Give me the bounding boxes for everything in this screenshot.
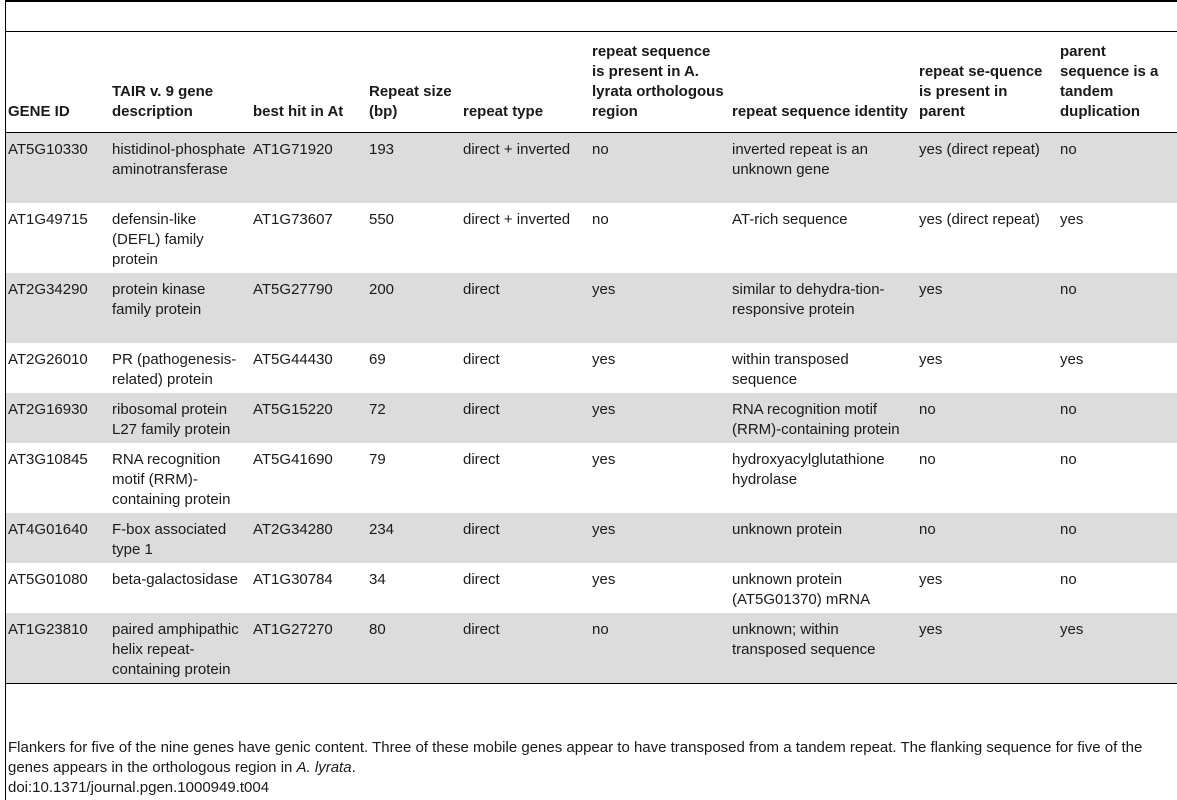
footnote-species: A. lyrata [296, 759, 352, 776]
table-cell: 72 [369, 400, 386, 418]
table-cell: 200 [369, 280, 395, 298]
footnote-text [8, 738, 1174, 778]
table-cell: ribosomal protein L27 family protein [112, 400, 231, 438]
table-cell: AT5G01080 [8, 570, 88, 588]
data-table [6, 31, 1177, 684]
table-cell: yes [1060, 350, 1084, 368]
table-cell: inverted repeat is an unknown gene [732, 141, 868, 178]
table-row [6, 393, 1177, 443]
table-cell: unknown; within transposed sequence [732, 620, 876, 658]
table-cell: yes [592, 280, 616, 298]
table-cell: no [592, 210, 609, 228]
table-cell: yes [1060, 210, 1084, 228]
table-cell: 550 [369, 210, 395, 228]
table-cell: similar to dehydra-tion-responsive protein [732, 280, 885, 318]
table-cell: AT5G15220 [253, 400, 333, 418]
table-cell: AT1G27270 [253, 620, 333, 638]
table-cell: yes [919, 620, 943, 638]
table-cell: no [919, 450, 936, 468]
table-cell: yes [919, 570, 943, 588]
footnote-period: . [351, 759, 356, 776]
table-row [6, 343, 1177, 393]
table-cell: no [1060, 570, 1077, 588]
table-row [6, 563, 1177, 613]
table-cell: histidinol-phosphate aminotransferase [112, 141, 246, 178]
table-cell: direct + inverted [463, 141, 571, 158]
table-cell: within transposed sequence [732, 350, 849, 388]
header-row [6, 32, 1177, 133]
table-cell: no [1060, 400, 1077, 418]
table-footnote [8, 738, 1174, 798]
table-cell: yes [592, 350, 616, 368]
table-cell: no [1060, 520, 1077, 538]
table-cell: direct [463, 350, 500, 368]
table-cell: defensin-like (DEFL) family protein [112, 210, 204, 268]
table-cell: AT1G71920 [253, 141, 333, 158]
table-cell: AT-rich sequence [732, 210, 848, 228]
table-cell: no [592, 620, 609, 638]
table-body [6, 133, 1177, 684]
table-cell: direct [463, 400, 500, 418]
table-cell: direct [463, 450, 500, 468]
table-row [6, 273, 1177, 343]
table-cell: no [592, 141, 609, 158]
table-cell: yes [919, 350, 943, 368]
table-cell: AT1G73607 [253, 210, 333, 228]
table-cell: yes (direct repeat) [919, 210, 1040, 228]
table-cell: no [1060, 450, 1077, 468]
table-cell: unknown protein [732, 520, 843, 538]
table-cell: yes [592, 520, 616, 538]
column-header: repeat sequence is present in A. lyrata orthologous region [592, 43, 724, 120]
table-cell: AT1G30784 [253, 570, 333, 588]
table-cell: 193 [369, 141, 395, 158]
table-cell: PR (pathogenesis-related) protein [112, 350, 237, 388]
table-cell: direct + inverted [463, 210, 571, 228]
table-cell: yes [592, 570, 616, 588]
table-cell: AT3G10845 [8, 450, 88, 468]
table-cell: beta-galactosidase [112, 570, 238, 588]
table-cell: 234 [369, 520, 395, 538]
column-header: best hit in At [253, 103, 344, 120]
table-cell: yes [919, 280, 943, 298]
table-row [6, 203, 1177, 273]
table-cell: direct [463, 620, 500, 638]
table-container [6, 31, 1177, 684]
table-cell: yes [1060, 620, 1084, 638]
top-border-rule [5, 0, 1177, 2]
column-header: TAIR v. 9 gene description [112, 83, 214, 120]
column-header: parent sequence is a tandem duplication [1060, 43, 1159, 120]
column-header: repeat type [463, 103, 544, 120]
table-cell: direct [463, 280, 500, 298]
table-cell: AT1G49715 [8, 210, 88, 228]
table-cell: 80 [369, 620, 386, 638]
table-row [6, 443, 1177, 513]
table-cell: paired amphipathic helix repeat-containing protein [112, 620, 239, 678]
table-header [6, 32, 1177, 133]
table-cell: 34 [369, 570, 386, 588]
table-row [6, 613, 1177, 684]
table-cell: AT5G41690 [253, 450, 333, 468]
table-cell: F-box associated type 1 [112, 520, 227, 558]
table-cell: AT5G44430 [253, 350, 333, 368]
table-cell: direct [463, 520, 500, 538]
column-header: GENE ID [8, 103, 70, 120]
table-cell: yes [592, 450, 616, 468]
table-cell: AT1G23810 [8, 620, 88, 638]
table-cell: AT2G16930 [8, 400, 88, 418]
table-cell: 79 [369, 450, 386, 468]
table-cell: no [1060, 141, 1077, 158]
column-header: repeat se-quence is present in parent [919, 63, 1043, 120]
table-cell: protein kinase family protein [112, 280, 206, 318]
column-header: repeat sequence identity [732, 103, 908, 120]
table-cell: AT2G34290 [8, 280, 88, 298]
table-cell: AT4G01640 [8, 520, 88, 538]
table-cell: RNA recognition motif (RRM)-containing protein [112, 450, 231, 508]
table-cell: hydroxyacylglutathione hydrolase [732, 450, 885, 488]
table-cell: AT5G27790 [253, 280, 333, 298]
column-header: Repeat size (bp) [369, 83, 452, 120]
table-cell: yes (direct repeat) [919, 141, 1040, 158]
table-cell: AT5G10330 [8, 141, 88, 158]
table-cell: RNA recognition motif (RRM)-containing protein [732, 400, 900, 438]
table-row [6, 133, 1177, 203]
table-cell: no [1060, 280, 1077, 298]
table-cell: direct [463, 570, 500, 588]
footnote-main: Flankers for five of the nine genes have genic content. Three of these mobile genes appear to have transposed from a tandem repeat. The flanking sequence for five of the genes appears in the orthologous region in [8, 739, 1143, 776]
table-cell: AT2G26010 [8, 350, 88, 368]
table-cell: yes [592, 400, 616, 418]
table-row [6, 513, 1177, 563]
doi-link[interactable]: doi:10.1371/journal.pgen.1000949.t004 [8, 779, 270, 796]
table-cell: AT2G34280 [253, 520, 333, 538]
table-cell: no [919, 400, 936, 418]
table-cell: 69 [369, 350, 386, 368]
table-cell: unknown protein (AT5G01370) mRNA [732, 570, 871, 608]
table-cell: no [919, 520, 936, 538]
